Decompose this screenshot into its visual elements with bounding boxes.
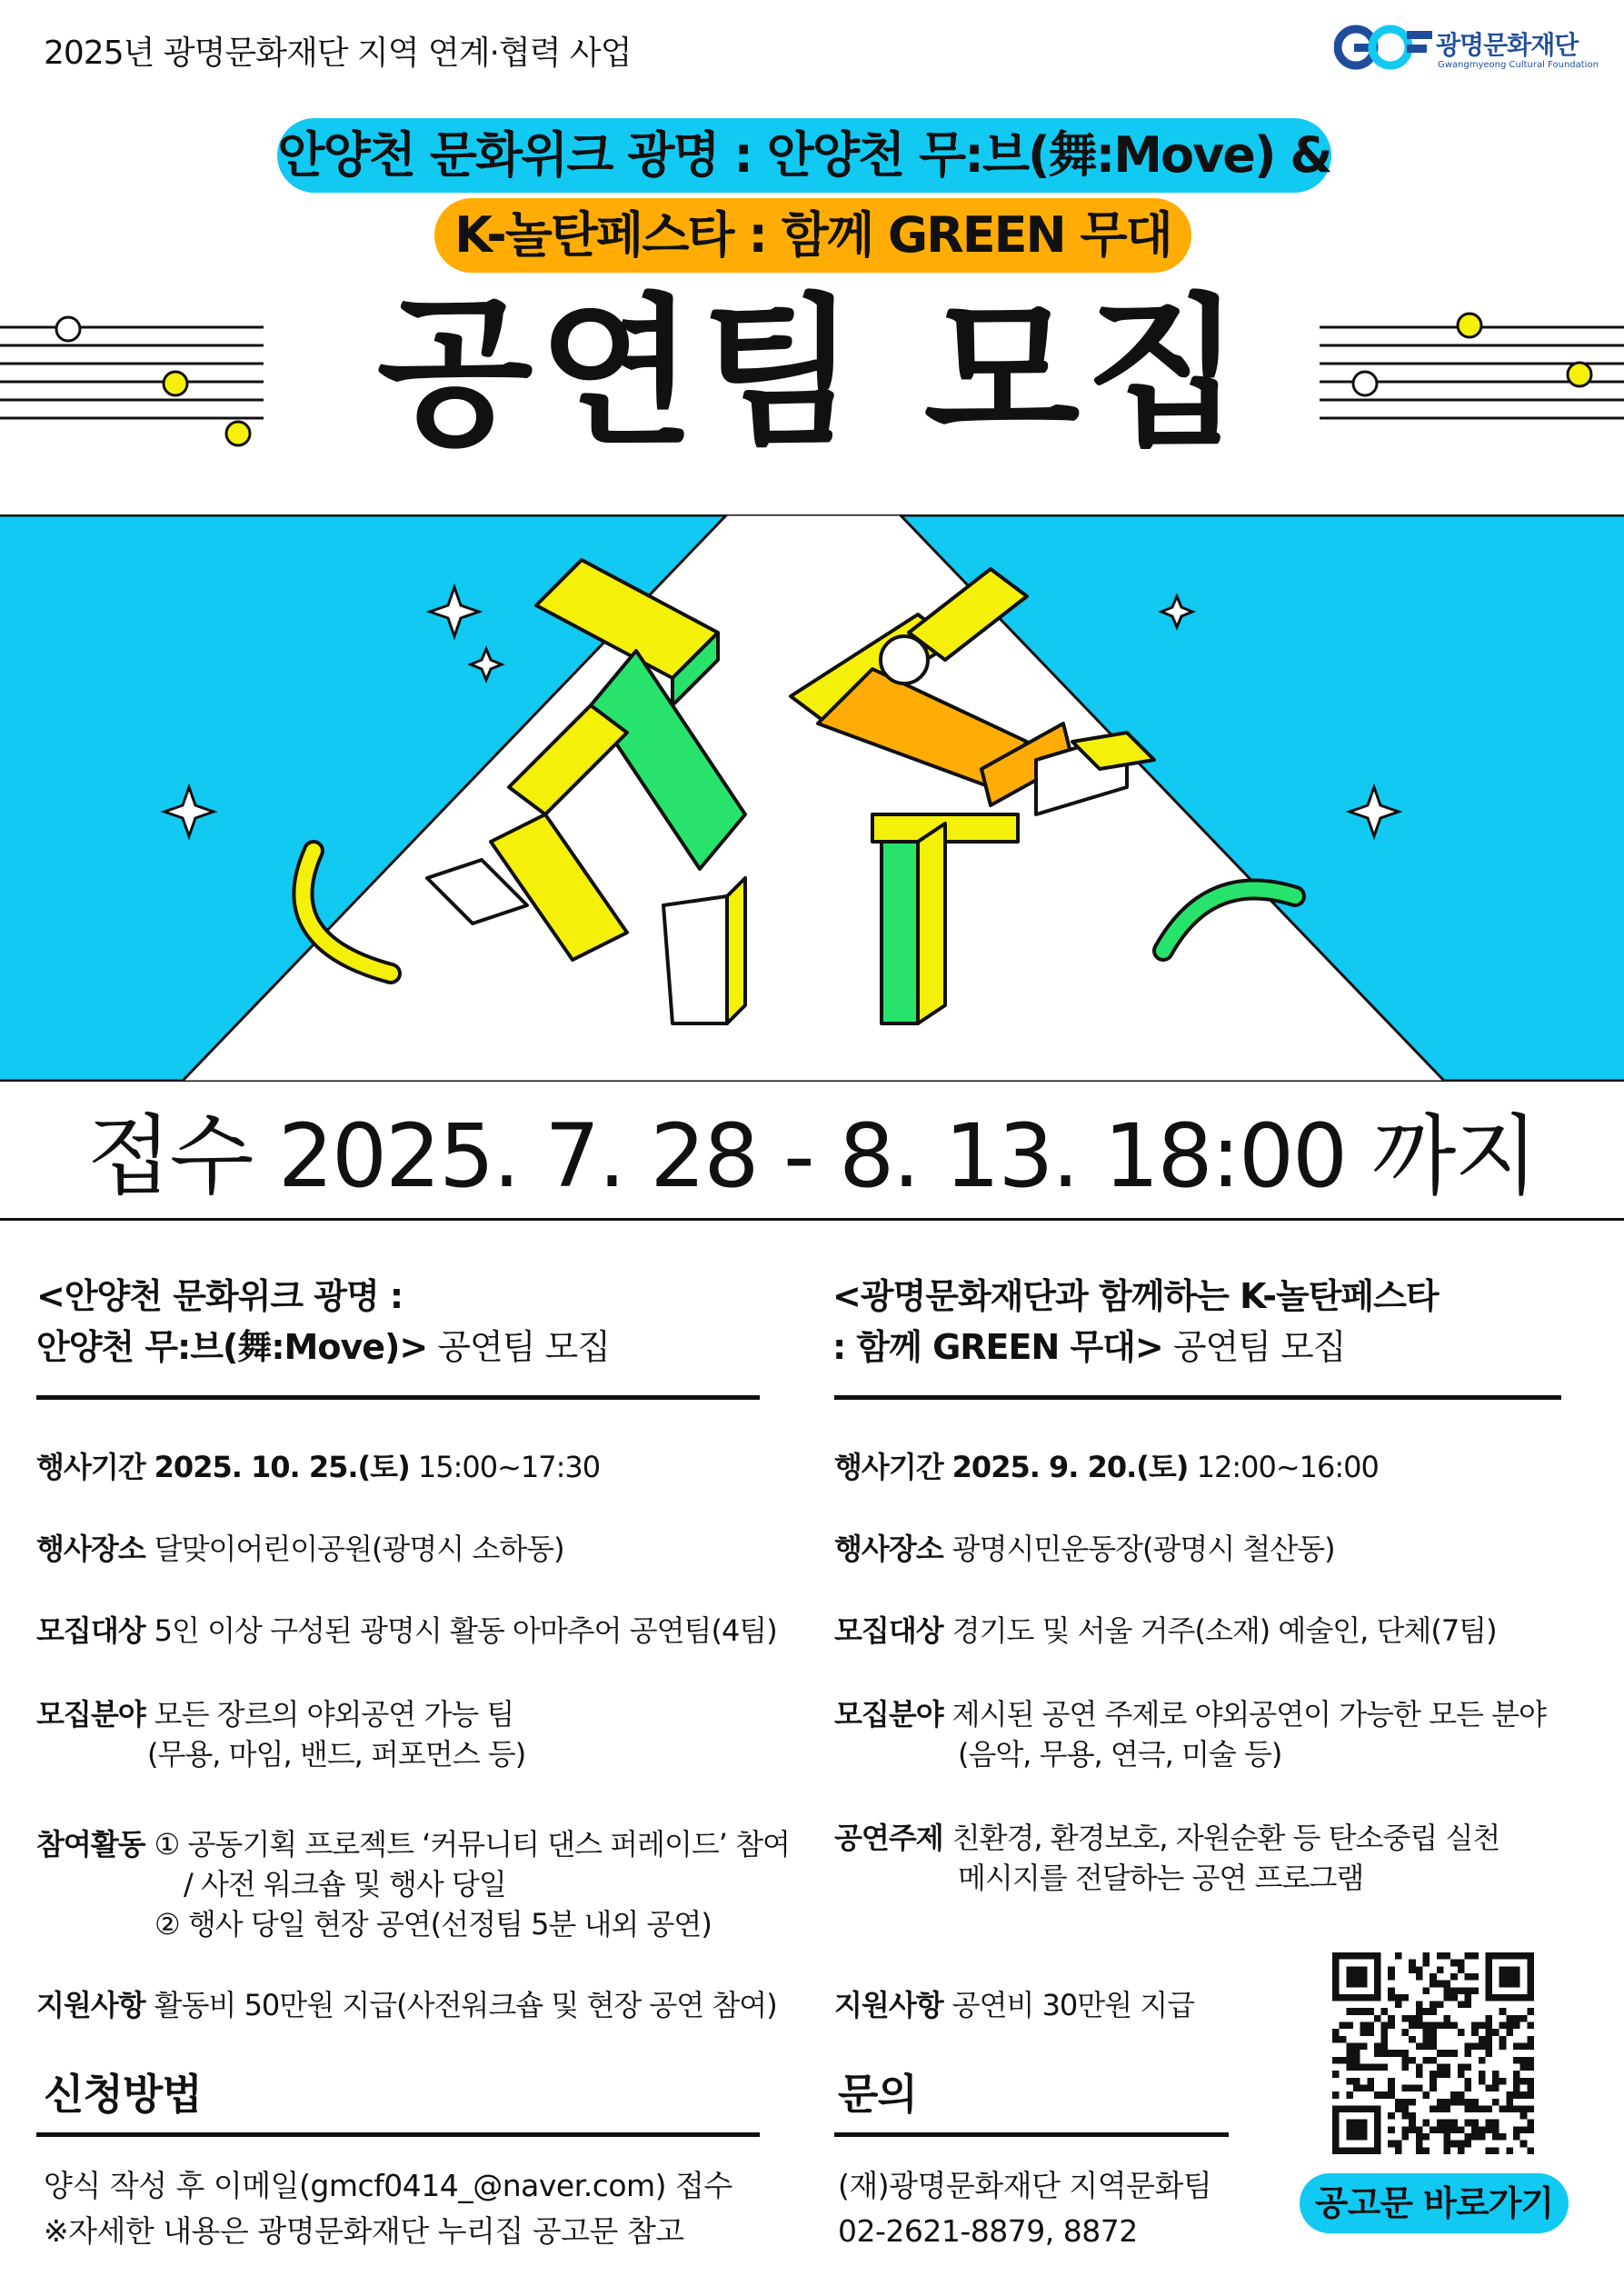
right-title-line2-light: 공연팀 모집 bbox=[1162, 1327, 1346, 1367]
row-label: 모집분야 bbox=[834, 1697, 943, 1732]
row-value: 공연비 30만원 지급 bbox=[951, 1988, 1195, 2022]
right-title-line1: <광명문화재단과 함께하는 K-놀탄페스타 bbox=[832, 1276, 1439, 1316]
row-label: 지원사항 bbox=[36, 1988, 145, 2022]
left-title-line2-light: 공연팀 모집 bbox=[427, 1327, 610, 1367]
row-value-2: 메시지를 전달하는 공연 프로그램 bbox=[958, 1861, 1364, 1895]
row-label: 행사장소 bbox=[834, 1532, 943, 1566]
row-label: 행사기간 bbox=[834, 1450, 943, 1484]
row-value-bold: 2025. 10. 25.(토) bbox=[154, 1450, 410, 1484]
row-label: 참여활동 bbox=[36, 1827, 145, 1862]
row-label: 공연주제 bbox=[834, 1821, 943, 1855]
row-value: 활동비 50만원 지급(사전워크숍 및 현장 공연 참여) bbox=[154, 1988, 777, 2022]
left-row-support bbox=[36, 1985, 777, 2025]
logo-text: 광명문화재단 bbox=[1436, 30, 1579, 60]
qr-code[interactable] bbox=[1332, 1952, 1534, 2154]
right-row-theme bbox=[834, 1818, 1499, 1898]
left-title-line1: <안양천 문화위크 광명 : bbox=[36, 1276, 404, 1316]
row-value: 경기도 및 서울 거주(소재) 예술인, 단체(7팀) bbox=[951, 1613, 1497, 1648]
apply-title: 신청방법 bbox=[44, 2070, 202, 2119]
gcf-logo-icon bbox=[1334, 20, 1434, 75]
apply-line1: 양식 작성 후 이메일(gmcf0414_@naver.com) 접수 bbox=[44, 2168, 732, 2203]
row-value: 제시된 공연 주제로 야외공연이 가능한 모든 분야 bbox=[951, 1697, 1546, 1732]
row-value-2: (무용, 마임, 밴드, 퍼포먼스 등) bbox=[147, 1737, 526, 1772]
row-label: 모집분야 bbox=[36, 1697, 145, 1732]
left-column-rule bbox=[36, 1395, 760, 1400]
inquiry-title: 문의 bbox=[838, 2070, 917, 2119]
row-value: 달맞이어린이공원(광명시 소하동) bbox=[154, 1532, 564, 1566]
left-title-line2-bold: 안양천 무:브(舞:Move)> bbox=[36, 1327, 428, 1367]
deadline-text: 접수 2025. 7. 28 - 8. 13. 18:00 까지 bbox=[86, 1105, 1538, 1207]
inquiry-rule bbox=[834, 2132, 1229, 2137]
row-label: 행사기간 bbox=[36, 1450, 145, 1484]
right-column-title bbox=[832, 1271, 1578, 1373]
left-row-target bbox=[36, 1611, 777, 1651]
row-value: 광명시민운동장(광명시 철산동) bbox=[951, 1532, 1335, 1566]
row-value: 5인 이상 구성된 광명시 활동 아마추어 공연팀(4팀) bbox=[154, 1613, 777, 1648]
left-row-venue bbox=[36, 1529, 564, 1569]
row-label: 지원사항 bbox=[834, 1988, 943, 2022]
right-title-line2-bold: : 함께 GREEN 무대> bbox=[832, 1327, 1163, 1367]
row-label: 모집대상 bbox=[36, 1613, 145, 1648]
foundation-logo bbox=[1334, 20, 1599, 84]
row-value: 친환경, 환경보호, 자원순환 등 탄소중립 실천 bbox=[951, 1821, 1500, 1855]
row-value: ① 공동기획 프로젝트 ‘커뮤니티 댄스 퍼레이드’ 참여 bbox=[154, 1827, 790, 1862]
right-row-period bbox=[834, 1447, 1379, 1487]
right-row-field bbox=[834, 1694, 1589, 1774]
apply-rule bbox=[36, 2132, 760, 2137]
top-line-text: 2025년 광명문화재단 지역 연계·협력 사업 bbox=[44, 35, 632, 72]
main-headline: 공연팀 모집 bbox=[376, 279, 1248, 467]
right-row-target bbox=[834, 1611, 1497, 1651]
inquiry-line1: (재)광명문화재단 지역문화팀 bbox=[838, 2168, 1212, 2203]
left-row-field bbox=[36, 1694, 525, 1774]
divider bbox=[0, 1218, 1624, 1221]
row-value: 15:00~17:30 bbox=[409, 1450, 601, 1484]
hero-illustration bbox=[0, 514, 1624, 1082]
left-row-activity bbox=[36, 1824, 818, 1944]
right-column-rule bbox=[834, 1395, 1561, 1400]
left-row-period bbox=[36, 1447, 600, 1487]
row-label: 행사장소 bbox=[36, 1532, 145, 1566]
right-row-support bbox=[834, 1985, 1194, 2025]
inquiry-line2: 02-2621-8879, 8872 bbox=[838, 2213, 1138, 2249]
left-column-title bbox=[36, 1271, 763, 1373]
row-value-3: ② 행사 당일 현장 공연(선정팀 5분 내외 공연) bbox=[154, 1907, 712, 1942]
row-value: 모든 장르의 야외공연 가능 팀 bbox=[154, 1697, 514, 1732]
row-value-2: (음악, 무용, 연극, 미술 등) bbox=[958, 1737, 1282, 1772]
row-value-2: / 사전 워크숍 및 행사 당일 bbox=[184, 1867, 506, 1902]
right-row-venue bbox=[834, 1529, 1335, 1569]
row-value: 12:00~16:00 bbox=[1188, 1450, 1379, 1484]
title-pill-2: K-놀탄페스타 : 함께 GREEN 무대 bbox=[434, 198, 1191, 273]
logo-subtext: Gwangmyeong Cultural Foundation bbox=[1438, 60, 1599, 70]
apply-line2: ※자세한 내용은 광명문화재단 누리집 공고문 참고 bbox=[44, 2213, 684, 2249]
row-label: 모집대상 bbox=[834, 1613, 943, 1648]
announcement-link-button[interactable]: 공고문 바로가기 bbox=[1300, 2173, 1569, 2233]
title-pill-1: 안양천 문화위크 광명 : 안양천 무:브(舞:Move) & bbox=[277, 118, 1331, 193]
row-value-bold: 2025. 9. 20.(토) bbox=[951, 1450, 1189, 1484]
